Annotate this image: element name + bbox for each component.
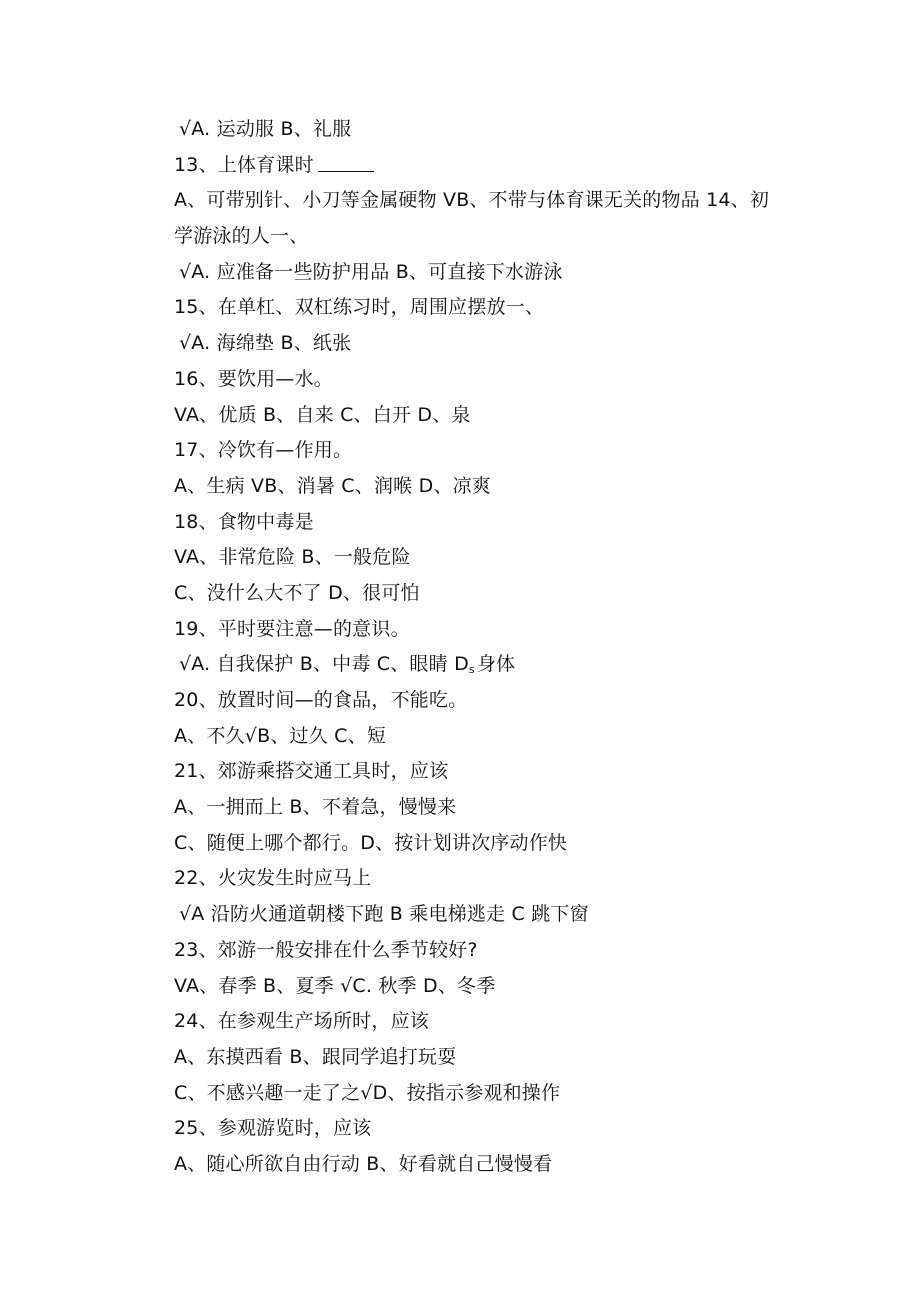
line-text: √A. 自我保护 B、中毒 C、眼睛 D: [179, 653, 469, 676]
line-text: A、随心所欲自由行动 B、好看就自己慢慢看: [174, 1152, 553, 1175]
line-text: √A. 应准备一些防护用品 B、可直接下水游泳: [179, 260, 563, 283]
text-line: [174, 826, 794, 862]
line-text: 13、上体育课时: [174, 153, 314, 176]
line-text: VA、优质 B、自来 C、白开 D、泉: [174, 403, 471, 426]
text-line: [174, 861, 794, 897]
text-line: [174, 576, 794, 612]
text-line: [174, 362, 794, 398]
question-list: [174, 112, 794, 1183]
line-text: C、没什么大不了 D、很可怕: [174, 581, 420, 604]
line-text: 16、要饮用—水。: [174, 367, 333, 390]
line-text: 22、火灾发生时应马上: [174, 867, 372, 890]
text-line: [174, 112, 794, 148]
text-line: [174, 183, 794, 219]
line-text: 18、食物中毒是: [174, 510, 314, 533]
line-text: C、随便上哪个都行。D、按计划讲次序动作快: [174, 831, 568, 854]
line-text-continued: 身体: [476, 653, 516, 676]
text-line: [174, 969, 794, 1005]
line-text: VA、非常危险 B、一般危险: [174, 546, 411, 569]
line-text: 21、郊游乘搭交通工具时，应该: [174, 760, 449, 783]
text-line: [174, 1147, 794, 1183]
line-text: C、不感兴趣一走了之√D、按指示参观和操作: [174, 1081, 561, 1104]
line-text: 23、郊游一般安排在什么季节较好?: [174, 938, 478, 961]
line-text: A、一拥而上 B、不着急，慢慢来: [174, 796, 457, 819]
text-line: [174, 398, 794, 434]
text-line: [174, 754, 794, 790]
line-text: 25、参观游览时，应该: [174, 1117, 372, 1140]
text-line: [174, 326, 794, 362]
line-text: A、不久√B、过久 C、短: [174, 724, 387, 747]
text-line: [174, 1040, 794, 1076]
text-line: [174, 1004, 794, 1040]
text-line: [174, 469, 794, 505]
text-line: [174, 1076, 794, 1112]
text-line: [174, 790, 794, 826]
line-text: √A. 运动服 B、礼服: [179, 118, 352, 140]
fill-in-blank: [318, 153, 374, 172]
line-text: 20、放置时间—的食品，不能吃。: [174, 689, 468, 711]
line-text: 15、在单杠、双杠练习时，周围应摆放一、: [174, 296, 545, 319]
text-line: [174, 290, 794, 326]
text-line: [174, 612, 794, 648]
text-line: [174, 1111, 794, 1147]
line-text: 学游泳的人一、: [174, 225, 309, 248]
line-text: A、可带别针、小刀等金属硬物 VB、不带与体育课无关的物品 14、初: [174, 189, 770, 212]
text-line: [174, 933, 794, 969]
text-line: [174, 719, 794, 755]
text-line: [174, 647, 794, 683]
subscript-text: s: [468, 663, 475, 677]
text-line: [174, 505, 794, 541]
line-text: 17、冷饮有—作用。: [174, 439, 353, 462]
text-line: [174, 148, 794, 184]
text-line: [174, 540, 794, 576]
text-line: [174, 433, 794, 469]
line-text: A、生病 VB、消暑 C、润喉 D、凉爽: [174, 474, 492, 497]
text-line: [174, 897, 794, 933]
text-line: [174, 255, 794, 291]
text-line: [174, 219, 794, 255]
line-text: 24、在参观生产场所时，应该: [174, 1010, 429, 1033]
line-text: √A 沿防火通道朝楼下跑 B 乘电梯逃走 C 跳下窗: [179, 903, 589, 926]
line-text: A、东摸西看 B、跟同学追打玩耍: [174, 1045, 457, 1068]
line-text: √A. 海绵垫 B、纸张: [179, 332, 352, 355]
line-text: 19、平时要注意—的意识。: [174, 617, 410, 640]
line-text: VA、春季 B、夏季 √C. 秋季 D、冬季: [174, 974, 496, 997]
text-line: [174, 683, 794, 719]
